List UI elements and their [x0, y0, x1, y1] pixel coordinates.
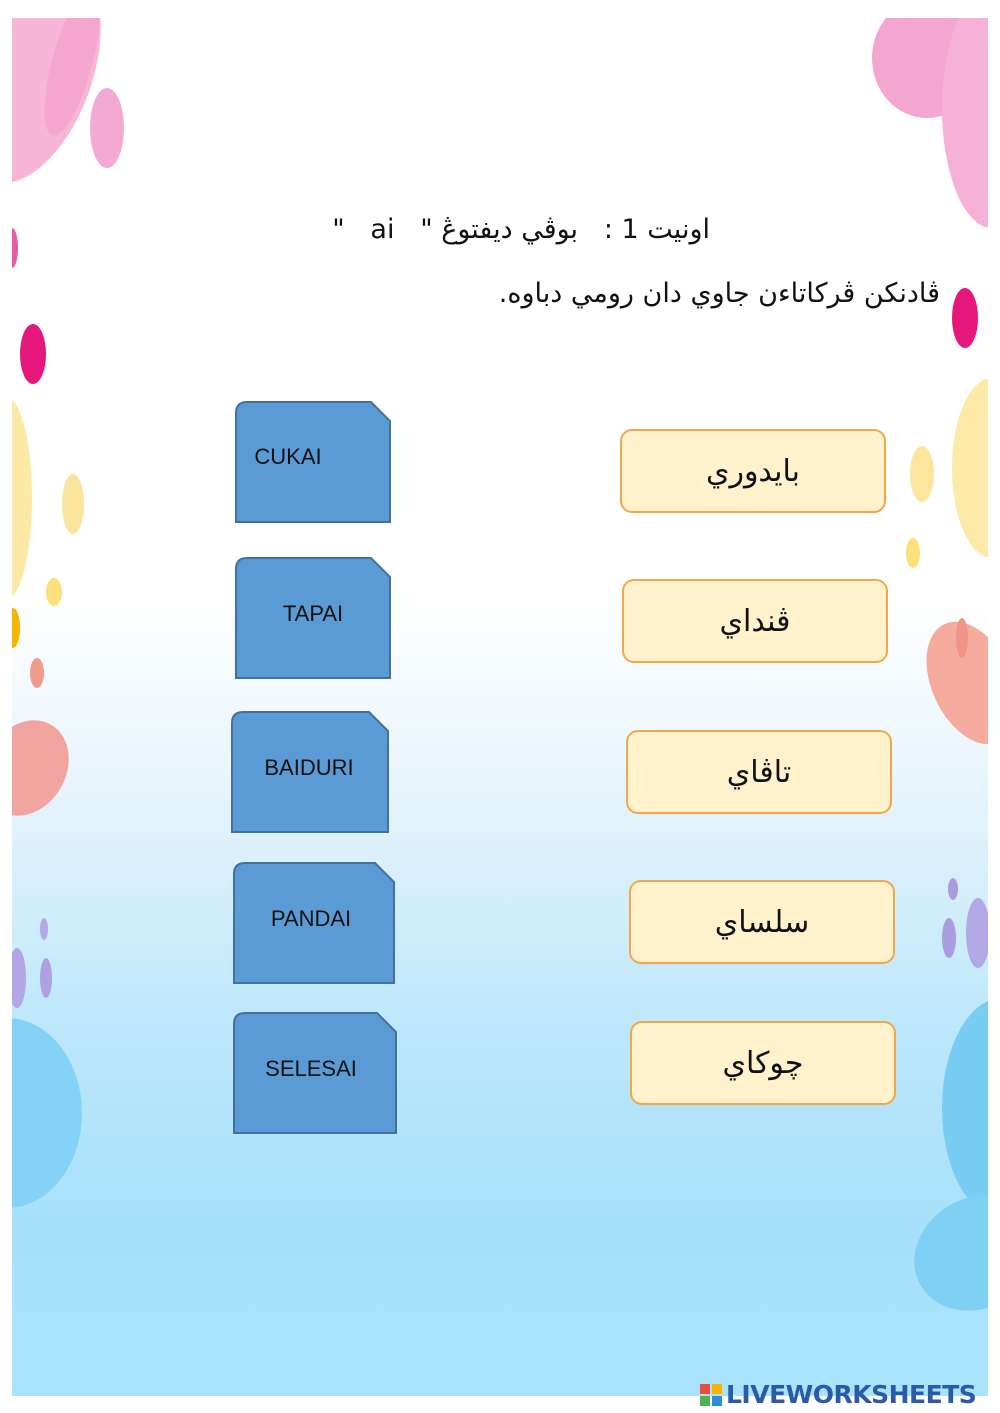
decor-yellow-blob — [952, 378, 988, 558]
rumi-card-label: BAIDURI — [264, 755, 354, 780]
decor-yellow-dot — [46, 578, 62, 606]
decor-blue-blob — [942, 998, 988, 1218]
decor-magenta-dot — [20, 324, 46, 384]
decor-purple-dot — [12, 948, 26, 1008]
decor-blue-blob — [893, 1173, 988, 1333]
jawi-answer-box[interactable] — [620, 429, 886, 513]
decor-purple-dot — [942, 918, 956, 958]
jawi-answer-box[interactable] — [626, 730, 892, 814]
jawi-answer-label: چوكاي — [722, 1045, 804, 1081]
jawi-answer-box[interactable] — [622, 579, 888, 663]
decor-magenta-dot — [952, 288, 978, 348]
decor-orange-dot — [12, 608, 20, 648]
decor-yellow-dot — [62, 474, 84, 534]
decor-salmon-dot — [956, 618, 968, 658]
rumi-card[interactable] — [235, 557, 391, 679]
decor-blue-blob — [12, 1018, 82, 1208]
jawi-answer-label: ڤنداي — [719, 603, 791, 639]
decor-salmon-blob — [908, 607, 988, 759]
liveworksheets-logo — [700, 1380, 992, 1408]
jawi-answer-label: سلساي — [714, 904, 810, 940]
rumi-card-label: TAPAI — [282, 601, 344, 626]
jawi-answer-label: تاڤاي — [726, 754, 792, 790]
rumi-card[interactable] — [233, 1012, 389, 1134]
rumi-card[interactable] — [231, 711, 387, 833]
rumi-card[interactable] — [233, 862, 389, 984]
decor-pink-blob — [942, 18, 988, 228]
rumi-card[interactable] — [235, 401, 391, 523]
jawi-answer-label: بايدوري — [705, 453, 801, 489]
brand-name: LIVEWORKSHEETS — [726, 1380, 977, 1409]
decor-yellow-blob — [12, 398, 32, 598]
rumi-card-label: PANDAI — [270, 906, 352, 931]
decor-purple-dot — [948, 878, 958, 900]
decor-purple-dot — [40, 958, 52, 998]
rumi-card-label: CUKAI — [254, 444, 322, 469]
logo-grid-icon — [700, 1384, 722, 1406]
decor-salmon-dot — [30, 658, 44, 688]
decor-yellow-dot — [910, 446, 934, 502]
instruction-text: ڤادنكن ڤركاتاءن جاوي دان رومي دباوه. — [498, 278, 940, 309]
jawi-answer-box[interactable] — [630, 1021, 896, 1105]
worksheet-title: اونيت 1 : بوڤي ديفتوڠ " ai " — [332, 214, 710, 245]
decor-yellow-dot — [906, 538, 920, 568]
decor-purple-dot — [966, 898, 988, 968]
jawi-answer-box[interactable] — [629, 880, 895, 964]
decor-salmon-blob — [12, 705, 86, 832]
decor-pink-dot — [12, 228, 18, 268]
decor-purple-dot — [40, 918, 48, 940]
decor-pink-dot — [90, 88, 124, 168]
rumi-card-label: SELESAI — [265, 1056, 357, 1081]
